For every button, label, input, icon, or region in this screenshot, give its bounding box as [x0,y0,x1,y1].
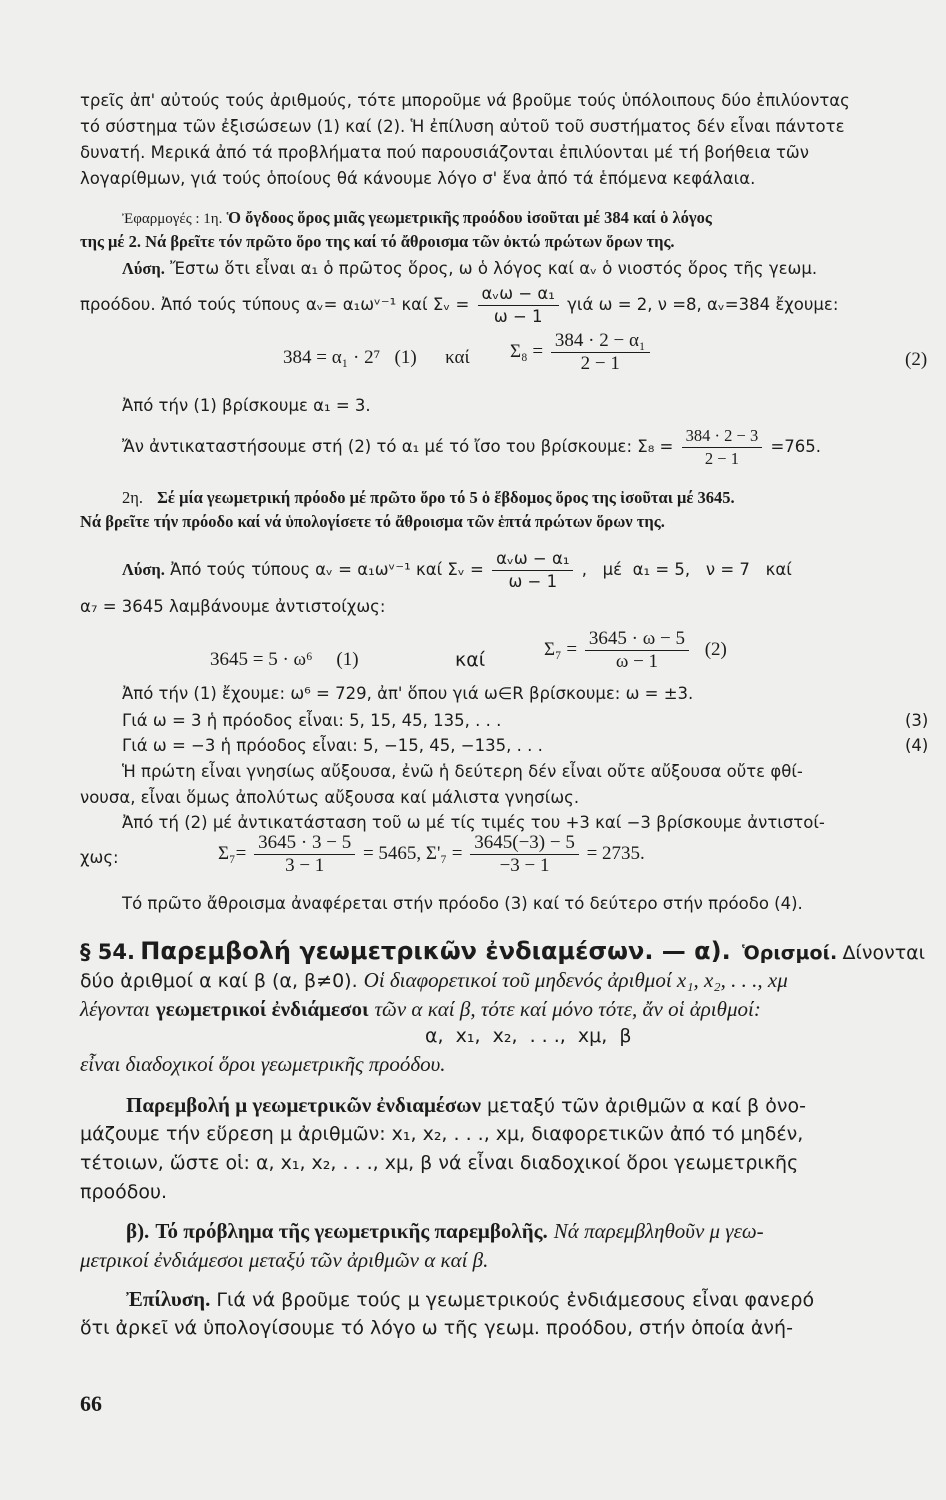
definition-line [80,997,761,1022]
formula-text: Ἀπό τούς τύπους αᵥ = α₁ωᵛ⁻¹ καί Σᵥ = [170,560,484,579]
solution-text: Τό πρῶτο ἄθροισμα ἀναφέρεται στήν πρόοδο (3) καί τό δεύτερο στήν πρόοδο (4). [122,894,803,913]
formula-text: προόδου. Ἀπό τούς τύπους αᵥ= α₁ωᵛ⁻¹ καί Σᵥ = [80,295,470,314]
equation-tag: (2) [704,638,727,660]
paragraph-line: δυνατή. Μερικά ἀπό τά προβλήματα πού παρουσιάζονται ἐπιλύονται μέ τή βοήθεια τῶν [80,143,809,162]
solution-text: Ἀπό τήν (1) ἔχουμε: ω⁶ = 729, ἀπ' ὅπου γιά ω∈R βρίσκουμε: ω = ±3. [122,684,694,703]
subsection-text: Νά παρεμβληθοῦν μ γεω- [553,1219,764,1243]
fraction-denominator: 2 − 1 [704,449,739,468]
formula-text: γιά ω = 2, ν =8, αᵥ=384 ἔχουμε: [567,295,839,314]
paragraph-line: λογαρίθμων, γιά τούς ὁποίους θά κάνουμε λόγο σ' ἕνα ἀπό τά ἑπόμενα κεφάλαια. [80,169,756,188]
sum-fraction [492,548,573,593]
equation-tag: (2) [905,349,928,370]
fraction-numerator: 3645 · ω − 5 [585,628,689,651]
sum-fraction [254,832,355,877]
term-bold: Παρεμβολή μ γεωμετρικῶν ἐνδιαμέσων [126,1093,481,1117]
subsection-text: μετρικοί ἐνδιάμεσοι μεταξύ τῶν ἀριθμῶν α καί β. [80,1248,489,1272]
fraction-denominator: 2 − 1 [580,353,620,374]
fraction-numerator: αᵥω − α₁ [478,283,559,306]
equation-tag: (3) [905,711,929,730]
definition-label: Ὁρισμοί. [742,942,838,964]
paragraph-line: τρεῖς ἀπ' αὐτούς τούς ἀριθμούς, τότε μποροῦμε νά βροῦμε τούς ὑπόλοιπους δύο ἐπιλύοντας [80,91,850,110]
paragraph-line: μάζουμε τήν εὕρεση μ ἀριθμῶν: x₁, x₂, . . ., xμ, διαφορετικῶν ἀπό τό μηδέν, [80,1123,804,1145]
section-heading [80,936,925,969]
solution-line [122,548,792,593]
definition-text: Δίνονται [842,942,926,964]
equation-2 [510,330,653,375]
definition-term: γεωμετρικοί ἐνδιάμεσοι [155,997,369,1021]
solution-text: Ἡ πρώτη εἶναι γνησίως αὔξουσα, ἐνῶ ἡ δεύτερη δέν εἶναι οὔτε αὔξουσα οὔτε φθί- [122,762,803,781]
paragraph-line: τό σύστημα τῶν ἐξισώσεων (1) καί (2). Ἡ ἐπίλυση αὐτοῦ τοῦ συστήματος δέν εἶναι πάντοτε [80,117,845,136]
section-number: § 54. [80,940,136,964]
example-2-statement [122,488,735,508]
fraction-denominator: ω − 1 [508,572,558,591]
equation-1 [283,338,470,378]
formula-line [80,283,838,328]
page-number: 66 [80,1391,102,1416]
definition-text: εἶναι διαδοχικοί ὅροι γεωμετρικῆς προόδου. [80,1052,446,1076]
definition-sequence: α, x₁, x₂, . . ., xμ, β [425,1025,632,1047]
subsection-title: Τό πρόβλημα τῆς γεωμετρικῆς παρεμβολῆς. [155,1219,548,1243]
fraction-numerator: 3645 · 3 − 5 [254,832,355,855]
sum-fraction [478,283,559,328]
solution-text: Ἔστω ὅτι εἶναι α₁ ὁ πρῶτος ὅρος, ω ὁ λόγος καί αᵥ ὁ νιοστός ὅρος τῆς γεωμ. [170,259,818,278]
sums-line [218,832,645,877]
definition-text: λέγονται [80,997,150,1021]
example-label: 2η. [122,488,144,507]
equation-text: 384 = α₁ · 2⁷ (1) καί [283,347,470,368]
example-1-statement [122,208,712,229]
fraction-numerator: 384 · 2 − α₁ [551,330,650,353]
example-text: Σέ μία γεωμετρική πρόοδο μέ πρῶτο ὅρο τό 5 ὁ ἕβδομος ὅρος της ἰσοῦται μέ 3645. [157,488,735,507]
subsection-label: β). [126,1219,150,1243]
section-title: Παρεμβολή γεωμετρικῶν ἐνδιαμέσων. — α). [140,937,731,965]
fraction-denominator: 3 − 1 [285,855,325,876]
fraction-numerator: 3645(−3) − 5 [470,832,579,855]
fraction-numerator: αᵥω − α₁ [492,548,573,571]
substitution-result: =765. [770,437,822,456]
example-text: της μέ 2. Νά βρεῖτε τόν πρῶτο ὅρο της καί τό ἄθροισμα τῶν ὀκτώ πρώτων ὅρων της. [80,232,675,251]
equation-text: 3645 = 5 · ω⁶ (1) [210,649,359,670]
solution-label: Λύση. [122,259,165,278]
equation-lhs: Σ₇= [218,842,247,864]
example-label: Ἐφαρμογές : 1η. [122,211,223,227]
definition-line [80,968,788,993]
fraction-denominator: ω − 1 [615,651,659,672]
solution-text: χως: [80,848,119,867]
substitution-fraction [682,425,763,470]
solution-text: Γιά νά βροῦμε τούς μ γεωμετρικούς ἐνδιάμεσους εἶναι φανερό [216,1289,815,1311]
sum-fraction [470,832,579,877]
equation-2 [544,628,727,673]
equation-lhs: Σ₈ = [510,340,544,362]
definition-text: δύο ἀριθμοί α καί β (α, β≠0). [80,970,358,992]
substitution-text: Ἄν ἀντικαταστήσουμε στή (2) τό α₁ μέ τό ἴσο του βρίσκουμε: Σ₈ = [122,437,674,456]
equation-fraction [551,330,650,375]
equation-result: = 2735. [586,842,645,864]
paragraph-text: μεταξύ τῶν ἀριθμῶν α καί β ὀνο- [487,1095,806,1117]
fraction-denominator: −3 − 1 [499,855,550,876]
equation-1 [210,640,359,680]
equation-fraction [585,628,689,673]
solution-line [126,1287,814,1312]
definition-text: Οἱ διαφορετικοί τοῦ μηδενός ἀριθμοί x₁, x₂, . . ., xμ [363,968,788,992]
equation-result: = 5465, Σ'₇ = [362,842,463,864]
example-text: Νά βρεῖτε τήν πρόοδο καί νά ὑπολογίσετε τό ἄθροισμα τῶν ἑπτά πρώτων ὅρων της. [80,512,665,531]
solution-line [122,259,817,279]
solution-label: Λύση. [122,560,165,579]
fraction-denominator: ω − 1 [493,307,543,326]
fraction-numerator: 384 · 2 − 3 [682,425,763,448]
paragraph-line [126,1093,806,1118]
example-text: Ὁ ὄγδοος ὅρος μιᾶς γεωμετρικῆς προόδου ἰσοῦται μέ 384 καί ὁ λόγος [226,208,712,227]
progression-line: Γιά ω = −3 ἡ πρόοδος εἶναι: 5, −15, 45, −135, . . . [122,736,543,755]
definition-text: τῶν α καί β, τότε καί μόνο τότε, ἄν οἱ ἀριθμοί: [374,997,761,1021]
formula-text: , μέ α₁ = 5, ν = 7 καί [581,560,792,579]
solution-text: Ἀπό τή (2) μέ ἀντικατάσταση τοῦ ω μέ τίς τιμές του +3 καί −3 βρίσκουμε ἀντιστοί- [122,813,825,832]
equation-tag: (4) [905,736,929,755]
solution-label: Ἐπίλυση. [126,1287,211,1311]
paragraph-line: τέτοιων, ὥστε οἱ: α, x₁, x₂, . . ., xμ, β νά εἶναι διαδοχικοί ὅροι γεωμετρικῆς [80,1152,799,1174]
solution-text: Ἀπό τήν (1) βρίσκουμε α₁ = 3. [122,396,371,415]
progression-line: Γιά ω = 3 ἡ πρόοδος εἶναι: 5, 15, 45, 135, . . . [122,711,502,730]
solution-text: α₇ = 3645 λαμβάνουμε ἀντιστοίχως: [80,597,386,616]
solution-text: νουσα, εἶναι ὅμως ἀπολύτως αὔξουσα καί μάλιστα γνησίως. [80,788,580,807]
solution-line: ὅτι ἀρκεῖ νά ὑπολογίσουμε τό λόγο ω τῆς γεωμ. προόδου, στήν ὁποία ἀνή- [80,1317,793,1339]
equation-and: καί [455,649,486,671]
equation-lhs: Σ₇ = [544,638,578,660]
subsection-line [126,1219,764,1244]
paragraph-line: προόδου. [80,1181,168,1203]
substitution-line [122,425,821,470]
